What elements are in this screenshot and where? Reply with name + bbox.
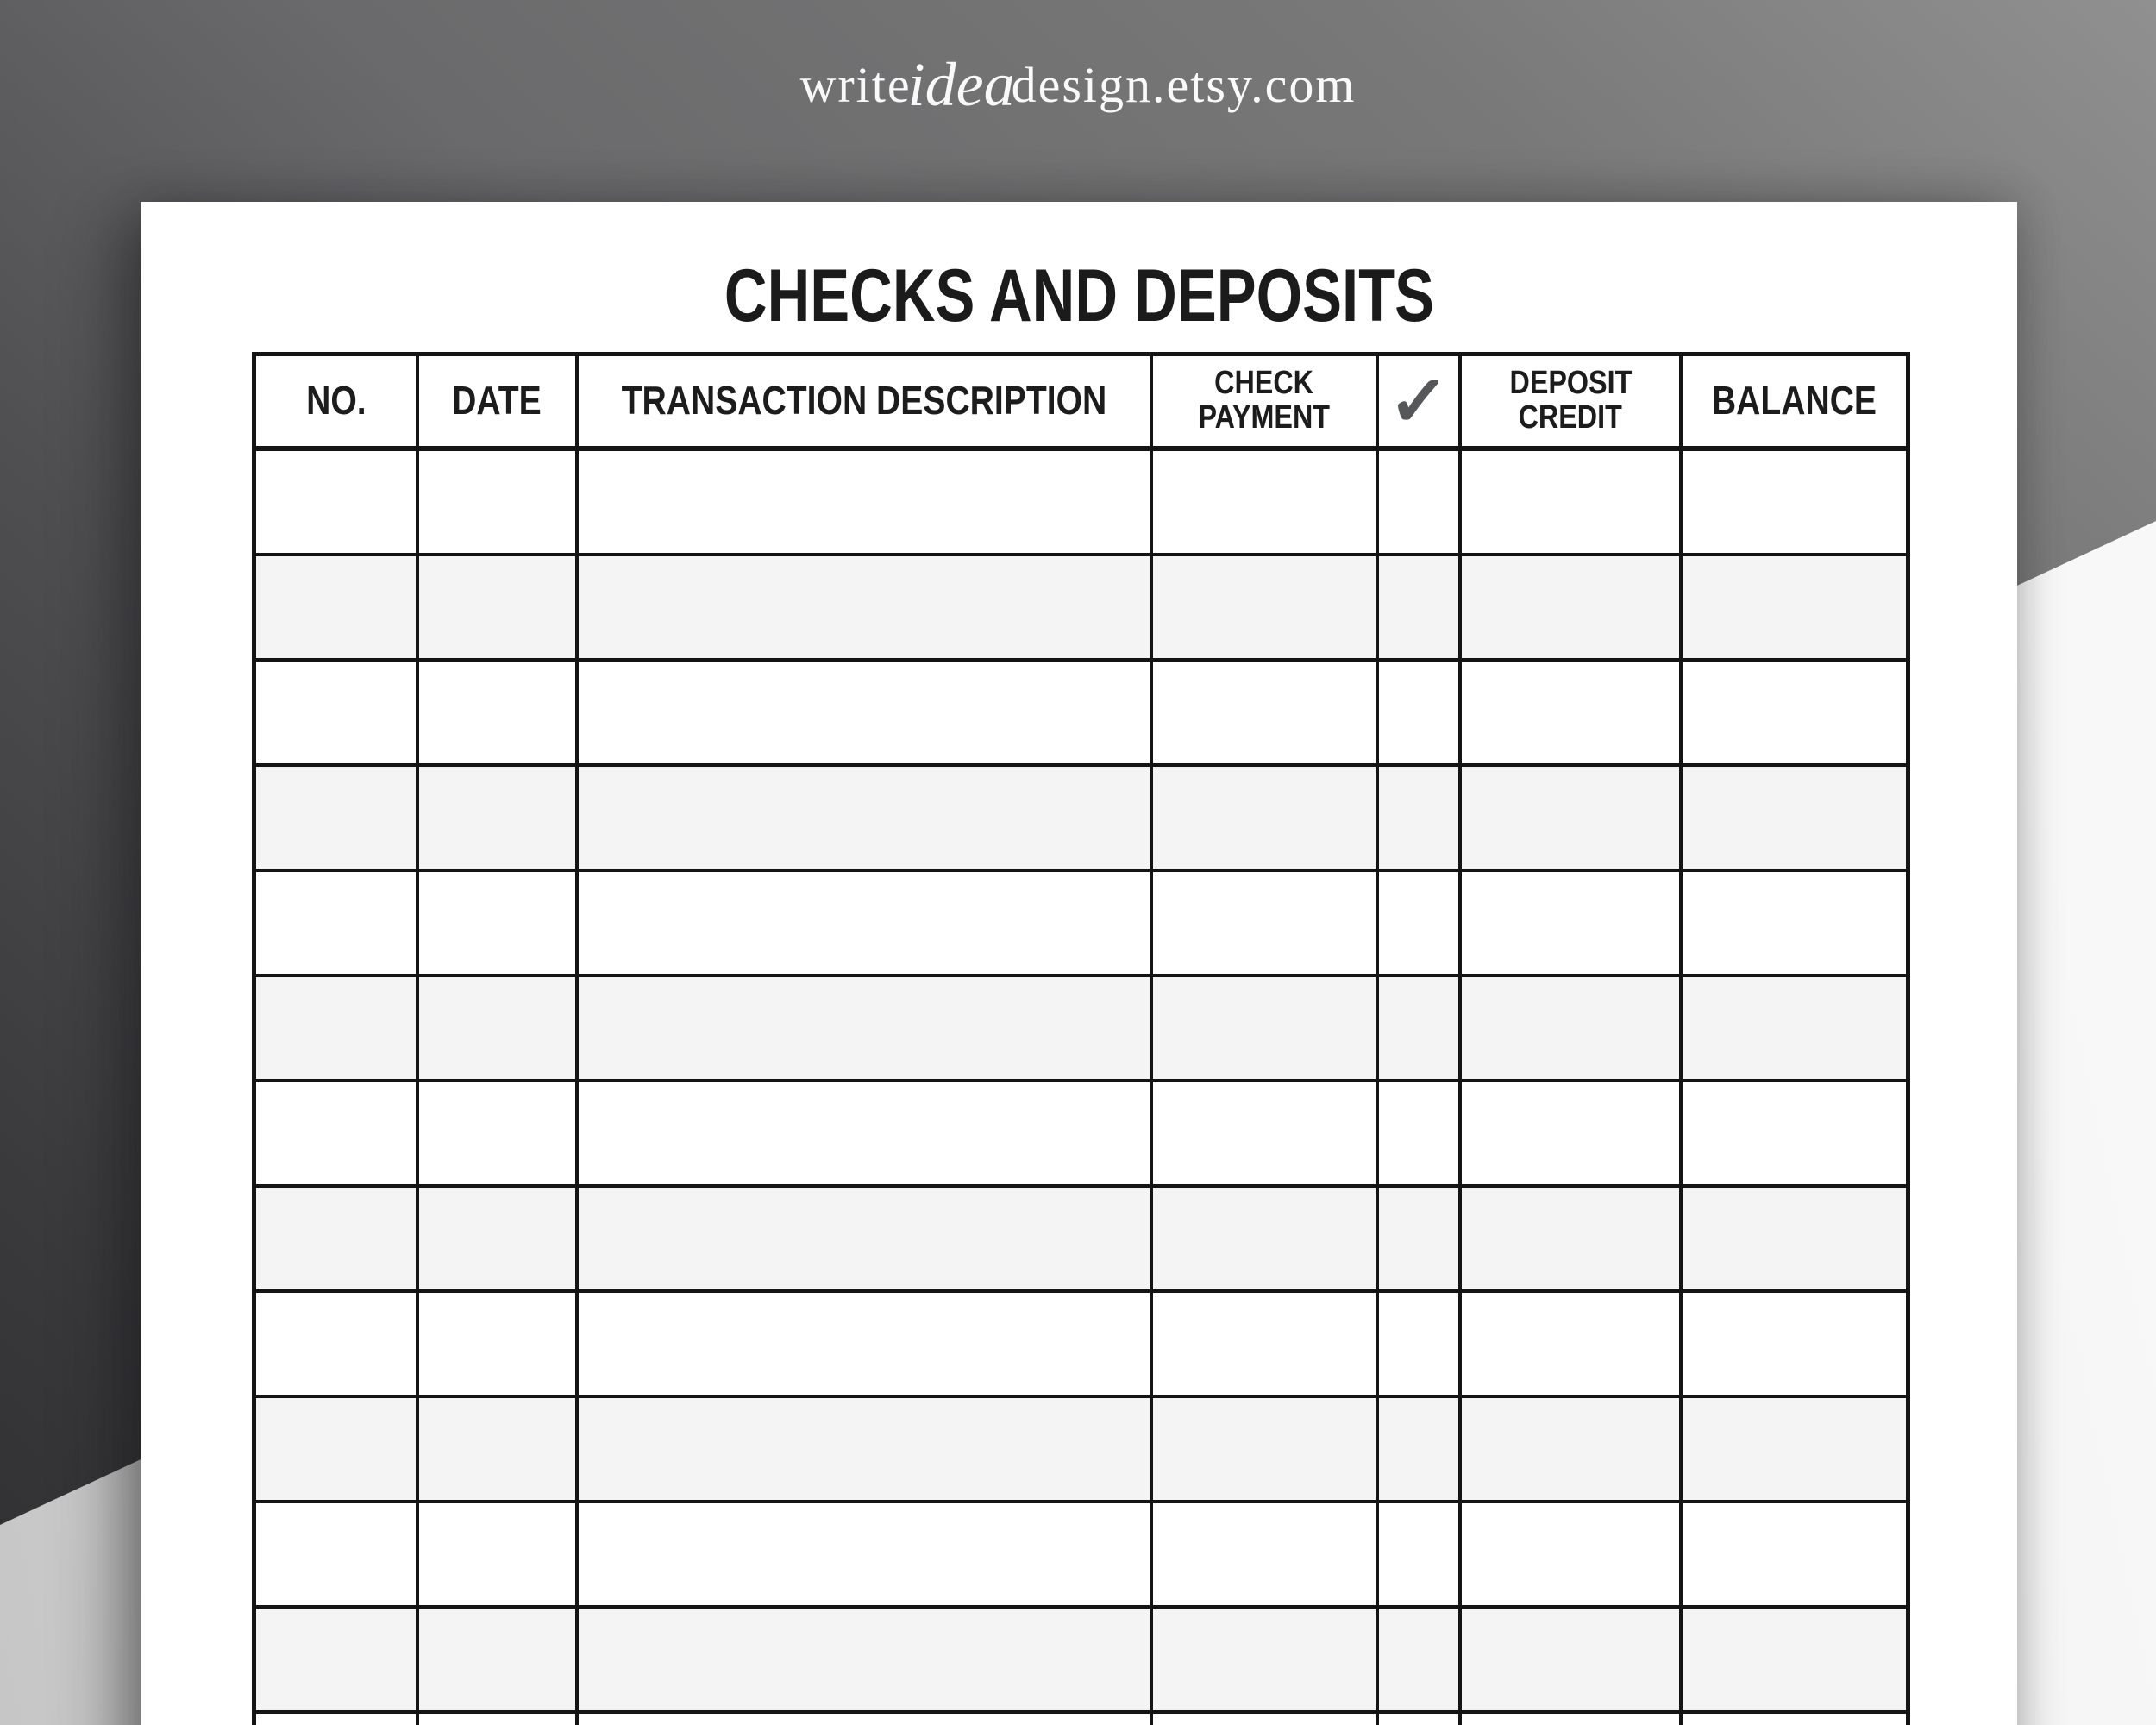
table-cell-deposit-row2 bbox=[1462, 556, 1682, 662]
table-cell-date-row13 bbox=[419, 1714, 579, 1725]
table-cell-date-row1 bbox=[419, 451, 579, 556]
table-cell-balance-row7 bbox=[1683, 1082, 1906, 1188]
column-header-date: DATE bbox=[419, 356, 579, 451]
table-cell-no-row7 bbox=[256, 1082, 419, 1188]
table-cell-no-row12 bbox=[256, 1609, 419, 1714]
watermark-prefix: write bbox=[799, 57, 912, 113]
table-cell-check-row2 bbox=[1153, 556, 1379, 662]
watermark-script: idea bbox=[907, 50, 1015, 119]
table-cell-cleared-row11 bbox=[1379, 1503, 1462, 1609]
table-cell-balance-row4 bbox=[1683, 767, 1906, 872]
table-cell-cleared-row2 bbox=[1379, 556, 1462, 662]
table-cell-balance-row10 bbox=[1683, 1398, 1906, 1503]
table-cell-description-row9 bbox=[579, 1293, 1153, 1398]
watermark bbox=[0, 50, 2156, 119]
table-cell-cleared-row7 bbox=[1379, 1082, 1462, 1188]
page-title-text: CHECKS AND DEPOSITS bbox=[724, 254, 1434, 337]
table-cell-check-row12 bbox=[1153, 1609, 1379, 1714]
table-cell-date-row7 bbox=[419, 1082, 579, 1188]
table-cell-deposit-row8 bbox=[1462, 1188, 1682, 1293]
table-cell-no-row1 bbox=[256, 451, 419, 556]
table-cell-balance-row5 bbox=[1683, 872, 1906, 977]
table-cell-description-row12 bbox=[579, 1609, 1153, 1714]
table-cell-cleared-row1 bbox=[1379, 451, 1462, 556]
table-cell-no-row4 bbox=[256, 767, 419, 872]
table-cell-description-row3 bbox=[579, 662, 1153, 767]
table-cell-date-row10 bbox=[419, 1398, 579, 1503]
table-cell-balance-row8 bbox=[1683, 1188, 1906, 1293]
table-cell-check-row13 bbox=[1153, 1714, 1379, 1725]
table-cell-no-row8 bbox=[256, 1188, 419, 1293]
table-cell-cleared-row9 bbox=[1379, 1293, 1462, 1398]
table-cell-deposit-row11 bbox=[1462, 1503, 1682, 1609]
table-cell-description-row1 bbox=[579, 451, 1153, 556]
table-cell-deposit-row1 bbox=[1462, 451, 1682, 556]
register-table bbox=[252, 352, 1910, 1725]
table-cell-no-row9 bbox=[256, 1293, 419, 1398]
table-cell-date-row6 bbox=[419, 977, 579, 1082]
column-header-description: TRANSACTION DESCRIPTION bbox=[579, 356, 1153, 451]
table-cell-cleared-row12 bbox=[1379, 1609, 1462, 1714]
table-cell-cleared-row3 bbox=[1379, 662, 1462, 767]
table-cell-check-row8 bbox=[1153, 1188, 1379, 1293]
table-cell-date-row4 bbox=[419, 767, 579, 872]
table-cell-description-row8 bbox=[579, 1188, 1153, 1293]
watermark-suffix: design.etsy.com bbox=[1011, 57, 1357, 113]
table-cell-check-row3 bbox=[1153, 662, 1379, 767]
table-cell-description-row6 bbox=[579, 977, 1153, 1082]
table-cell-check-row4 bbox=[1153, 767, 1379, 872]
table-cell-description-row5 bbox=[579, 872, 1153, 977]
column-header-balance: BALANCE bbox=[1683, 356, 1906, 451]
table-cell-deposit-row9 bbox=[1462, 1293, 1682, 1398]
table-cell-check-row5 bbox=[1153, 872, 1379, 977]
table-cell-balance-row2 bbox=[1683, 556, 1906, 662]
table-cell-balance-row6 bbox=[1683, 977, 1906, 1082]
table-cell-no-row2 bbox=[256, 556, 419, 662]
column-header-cleared bbox=[1379, 356, 1462, 451]
table-cell-description-row2 bbox=[579, 556, 1153, 662]
table-cell-no-row3 bbox=[256, 662, 419, 767]
table-cell-date-row12 bbox=[419, 1609, 579, 1714]
table-cell-check-row1 bbox=[1153, 451, 1379, 556]
table-cell-balance-row9 bbox=[1683, 1293, 1906, 1398]
table-cell-balance-row11 bbox=[1683, 1503, 1906, 1609]
table-cell-balance-row1 bbox=[1683, 451, 1906, 556]
table-cell-date-row9 bbox=[419, 1293, 579, 1398]
table-cell-cleared-row10 bbox=[1379, 1398, 1462, 1503]
table-cell-date-row11 bbox=[419, 1503, 579, 1609]
column-header-deposit: DEPOSIT CREDIT bbox=[1462, 356, 1682, 451]
table-cell-cleared-row8 bbox=[1379, 1188, 1462, 1293]
table-cell-no-row6 bbox=[256, 977, 419, 1082]
table-cell-deposit-row10 bbox=[1462, 1398, 1682, 1503]
table-cell-description-row11 bbox=[579, 1503, 1153, 1609]
table-cell-balance-row3 bbox=[1683, 662, 1906, 767]
column-header-no: NO. bbox=[256, 356, 419, 451]
table-cell-cleared-row4 bbox=[1379, 767, 1462, 872]
table-cell-balance-row13 bbox=[1683, 1714, 1906, 1725]
table-cell-date-row3 bbox=[419, 662, 579, 767]
table-cell-deposit-row4 bbox=[1462, 767, 1682, 872]
table-cell-check-row10 bbox=[1153, 1398, 1379, 1503]
table-cell-deposit-row13 bbox=[1462, 1714, 1682, 1725]
table-cell-no-row11 bbox=[256, 1503, 419, 1609]
table-cell-check-row7 bbox=[1153, 1082, 1379, 1188]
table-cell-no-row10 bbox=[256, 1398, 419, 1503]
table-cell-no-row5 bbox=[256, 872, 419, 977]
table-cell-date-row5 bbox=[419, 872, 579, 977]
table-cell-deposit-row12 bbox=[1462, 1609, 1682, 1714]
table-cell-description-row7 bbox=[579, 1082, 1153, 1188]
table-cell-date-row8 bbox=[419, 1188, 579, 1293]
table-cell-deposit-row6 bbox=[1462, 977, 1682, 1082]
column-header-check: CHECK PAYMENT bbox=[1153, 356, 1379, 451]
page-title bbox=[141, 254, 2017, 337]
table-cell-date-row2 bbox=[419, 556, 579, 662]
table-cell-balance-row12 bbox=[1683, 1609, 1906, 1714]
table-cell-check-row11 bbox=[1153, 1503, 1379, 1609]
table-cell-check-row6 bbox=[1153, 977, 1379, 1082]
table-cell-no-row13 bbox=[256, 1714, 419, 1725]
table-cell-deposit-row3 bbox=[1462, 662, 1682, 767]
table-cell-cleared-row6 bbox=[1379, 977, 1462, 1082]
table-cell-cleared-row5 bbox=[1379, 872, 1462, 977]
table-cell-check-row9 bbox=[1153, 1293, 1379, 1398]
table-cell-deposit-row7 bbox=[1462, 1082, 1682, 1188]
table-cell-cleared-row13 bbox=[1379, 1714, 1462, 1725]
table-cell-description-row4 bbox=[579, 767, 1153, 872]
table-cell-deposit-row5 bbox=[1462, 872, 1682, 977]
checkmark-icon: ✓ bbox=[1387, 359, 1451, 443]
table-cell-description-row13 bbox=[579, 1714, 1153, 1725]
table-cell-description-row10 bbox=[579, 1398, 1153, 1503]
